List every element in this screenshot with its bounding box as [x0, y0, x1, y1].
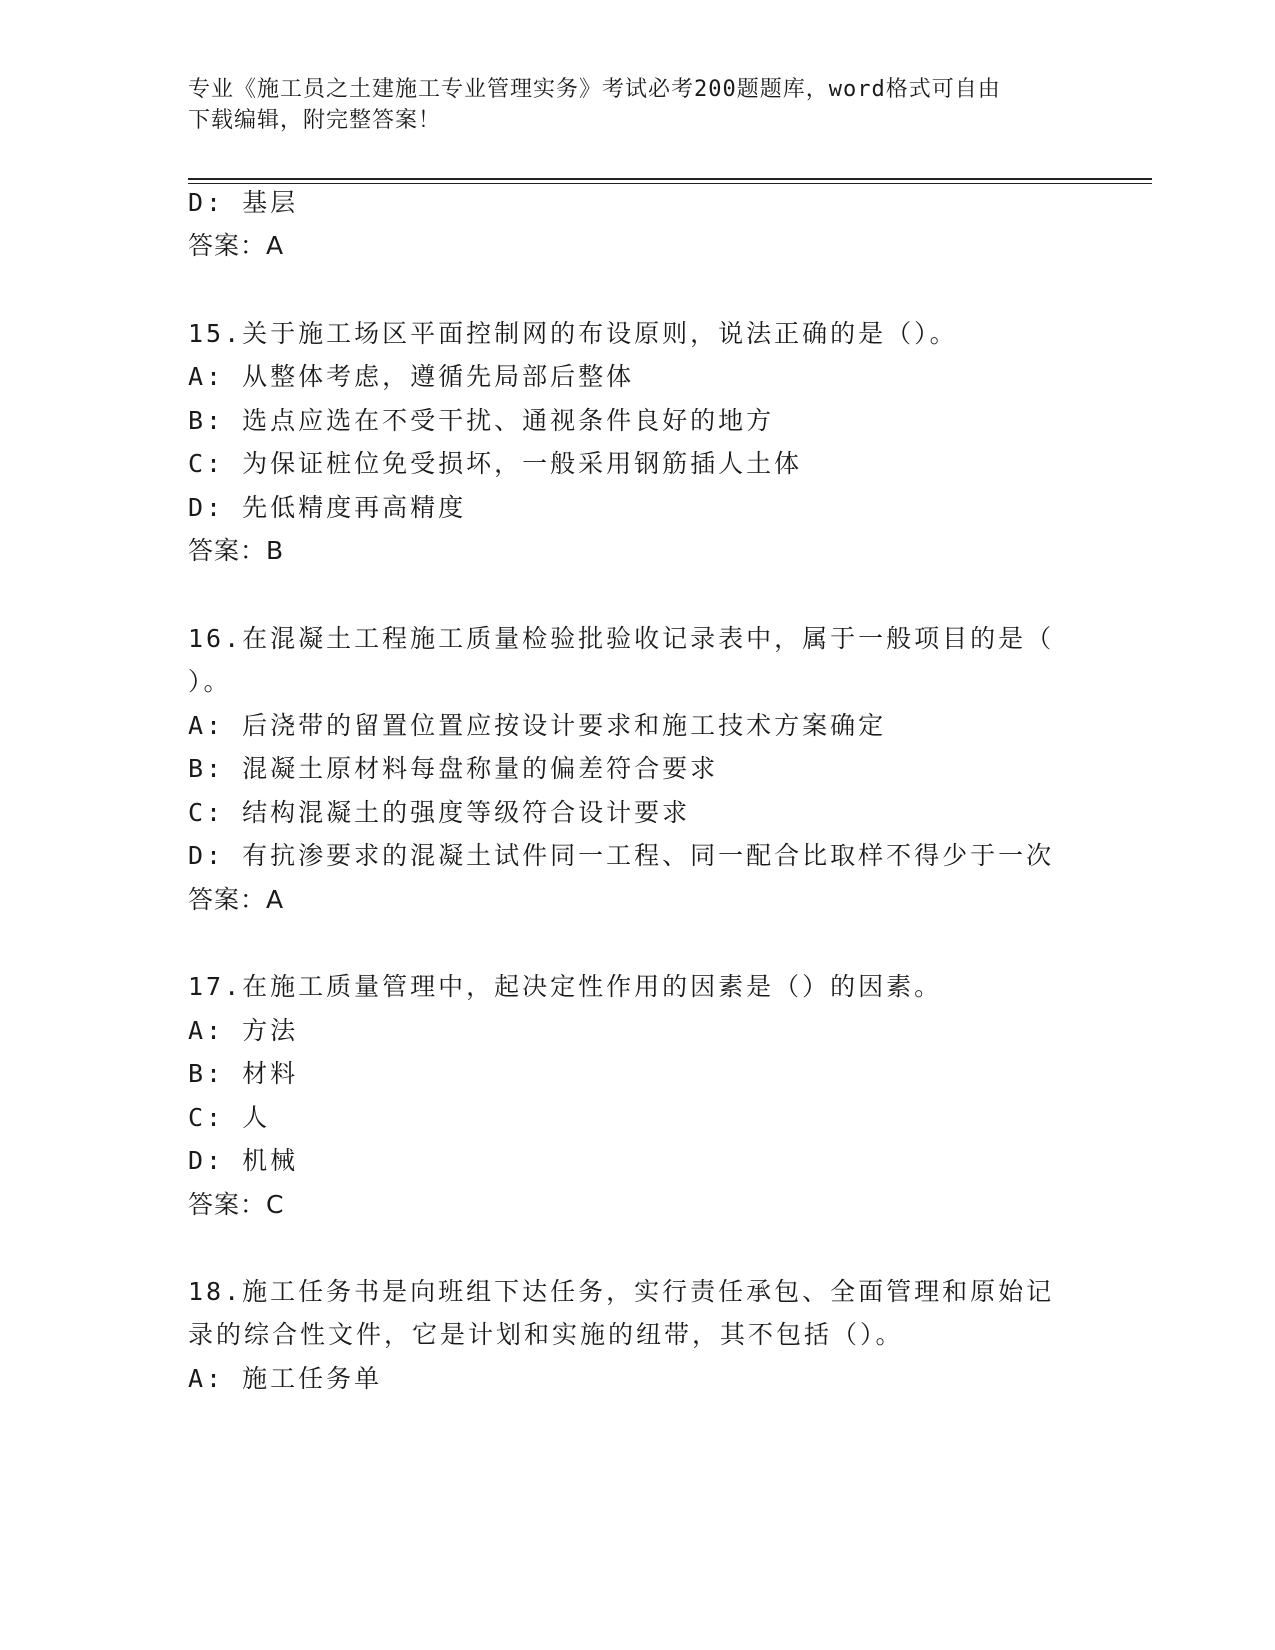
q16-stem-line-2: ）。	[188, 667, 232, 696]
q18-option-a: A: 施工任务单	[188, 1364, 383, 1393]
q15-answer: 答案：B	[188, 536, 285, 565]
q17-option-c: C: 人	[188, 1103, 271, 1132]
q16-option-d: D: 有抗渗要求的混凝土试件同一工程、同一配合比取样不得少于一次	[188, 841, 1055, 870]
q15-option-d: D: 先低精度再高精度	[188, 493, 467, 522]
q18-stem-line-2: 录的综合性文件，它是计划和实施的纽带，其不包括（）。	[188, 1320, 904, 1349]
header-divider-thin	[188, 183, 1152, 184]
prev-answer: 答案：A	[188, 231, 285, 260]
document-header	[188, 74, 1088, 136]
q17-answer: 答案：C	[188, 1190, 285, 1219]
q15-option-a: A: 从整体考虑，遵循先局部后整体	[188, 362, 635, 391]
q17-option-b: B: 材料	[188, 1059, 299, 1088]
q15-option-c: C: 为保证桩位免受损坏，一般采用钢筋插人土体	[188, 449, 803, 478]
q16-answer: 答案：A	[188, 885, 285, 914]
q16-stem-line-1: 16.在混凝土工程施工质量检验批验收记录表中，属于一般项目的是（	[188, 624, 1055, 653]
q17-stem: 17.在施工质量管理中，起决定性作用的因素是（）的因素。	[188, 972, 943, 1001]
q15-stem: 15.关于施工场区平面控制网的布设原则，说法正确的是（）。	[188, 319, 958, 348]
prev-option-d: D: 基层	[188, 188, 299, 217]
q16-option-b: B: 混凝土原材料每盘称量的偏差符合要求	[188, 754, 719, 783]
header-divider-thick	[188, 178, 1152, 180]
q15-option-b: B: 选点应选在不受干扰、通视条件良好的地方	[188, 406, 775, 435]
header-line-2: 下载编辑，附完整答案！	[188, 108, 442, 133]
q16-option-a: A: 后浇带的留置位置应按设计要求和施工技术方案确定	[188, 711, 887, 740]
q17-option-a: A: 方法	[188, 1016, 299, 1045]
q17-option-d: D: 机械	[188, 1146, 299, 1175]
q18-stem-line-1: 18.施工任务书是向班组下达任务，实行责任承包、全面管理和原始记	[188, 1277, 1055, 1306]
q16-option-c: C: 结构混凝土的强度等级符合设计要求	[188, 798, 691, 827]
header-line-1: 专业《施工员之土建施工专业管理实务》考试必考200题题库，word格式可自由	[188, 77, 1001, 102]
